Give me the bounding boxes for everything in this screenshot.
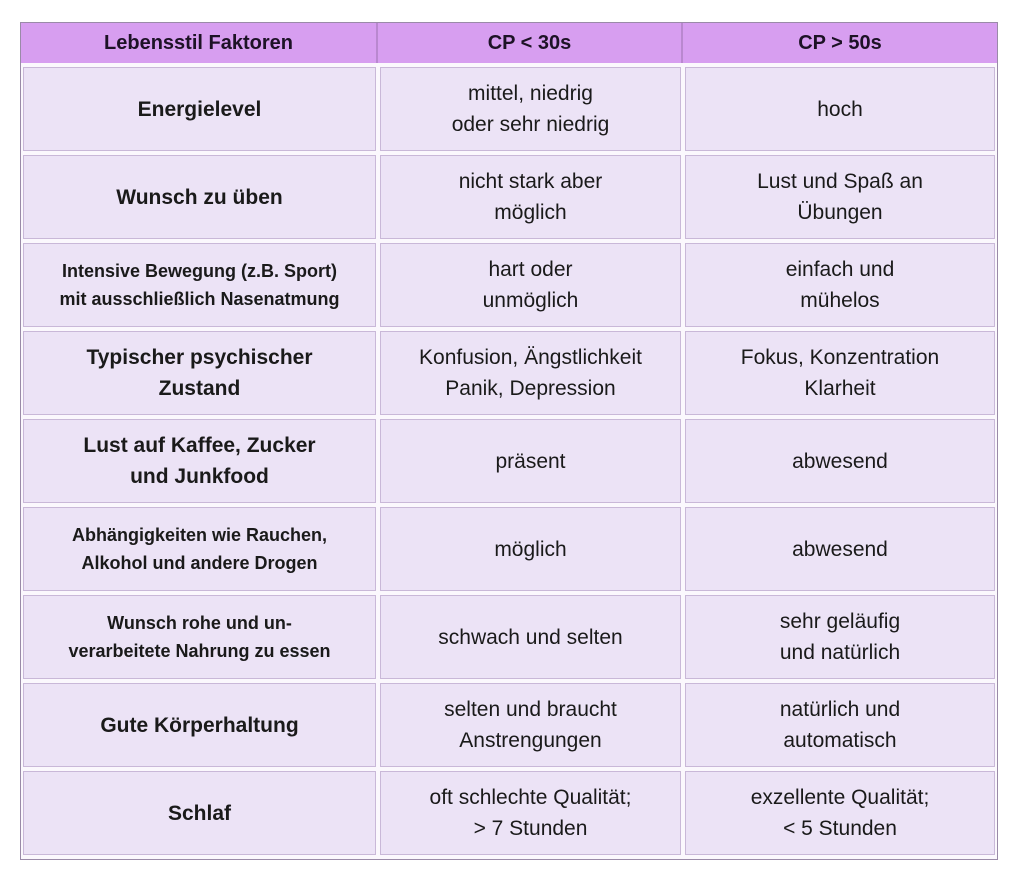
factor-cell: Wunsch zu üben: [23, 155, 376, 239]
factor-cell: Intensive Bewegung (z.B. Sport) mit ausschließlich Nasenatmung: [23, 243, 376, 327]
factor-cell: Gute Körperhaltung: [23, 683, 376, 767]
table-row: [21, 153, 997, 241]
table-row: [21, 681, 997, 769]
table-row: [21, 65, 997, 153]
cp-high-cell: einfach und mühelos: [685, 243, 995, 327]
cp-low-cell: schwach und selten: [380, 595, 681, 679]
cp-high-cell: sehr geläufig und natürlich: [685, 595, 995, 679]
cp-low-cell: oft schlechte Qualität; > 7 Stunden: [380, 771, 681, 855]
factor-cell: Abhängigkeiten wie Rauchen, Alkohol und andere Drogen: [23, 507, 376, 591]
cp-high-cell: Lust und Spaß an Übungen: [685, 155, 995, 239]
cp-high-cell: natürlich und automatisch: [685, 683, 995, 767]
factor-cell: Lust auf Kaffee, Zucker und Junkfood: [23, 419, 376, 503]
factor-cell: Schlaf: [23, 771, 376, 855]
table-header-row: [21, 23, 997, 63]
cp-low-cell: nicht stark aber möglich: [380, 155, 681, 239]
header-factors: Lebensstil Faktoren: [21, 23, 378, 63]
table-row: [21, 593, 997, 681]
cp-low-cell: selten und braucht Anstrengungen: [380, 683, 681, 767]
table-row: [21, 505, 997, 593]
cp-high-cell: abwesend: [685, 419, 995, 503]
table-row: [21, 417, 997, 505]
table-row: [21, 329, 997, 417]
header-cp-high: CP > 50s: [683, 23, 997, 63]
header-cp-low: CP < 30s: [378, 23, 683, 63]
cp-low-cell: möglich: [380, 507, 681, 591]
cp-low-cell: hart oder unmöglich: [380, 243, 681, 327]
cp-high-cell: hoch: [685, 67, 995, 151]
cp-low-cell: Konfusion, Ängstlichkeit Panik, Depression: [380, 331, 681, 415]
cp-low-cell: mittel, niedrig oder sehr niedrig: [380, 67, 681, 151]
cp-low-cell: präsent: [380, 419, 681, 503]
factor-cell: Energielevel: [23, 67, 376, 151]
table-row: [21, 241, 997, 329]
cp-high-cell: abwesend: [685, 507, 995, 591]
cp-high-cell: Fokus, Konzentration Klarheit: [685, 331, 995, 415]
cp-high-cell: exzellente Qualität; < 5 Stunden: [685, 771, 995, 855]
table-body: [21, 65, 997, 857]
factor-cell: Typischer psychischer Zustand: [23, 331, 376, 415]
lifestyle-table: [20, 22, 998, 860]
factor-cell: Wunsch rohe und un- verarbeitete Nahrung zu essen: [23, 595, 376, 679]
table-row: [21, 769, 997, 857]
